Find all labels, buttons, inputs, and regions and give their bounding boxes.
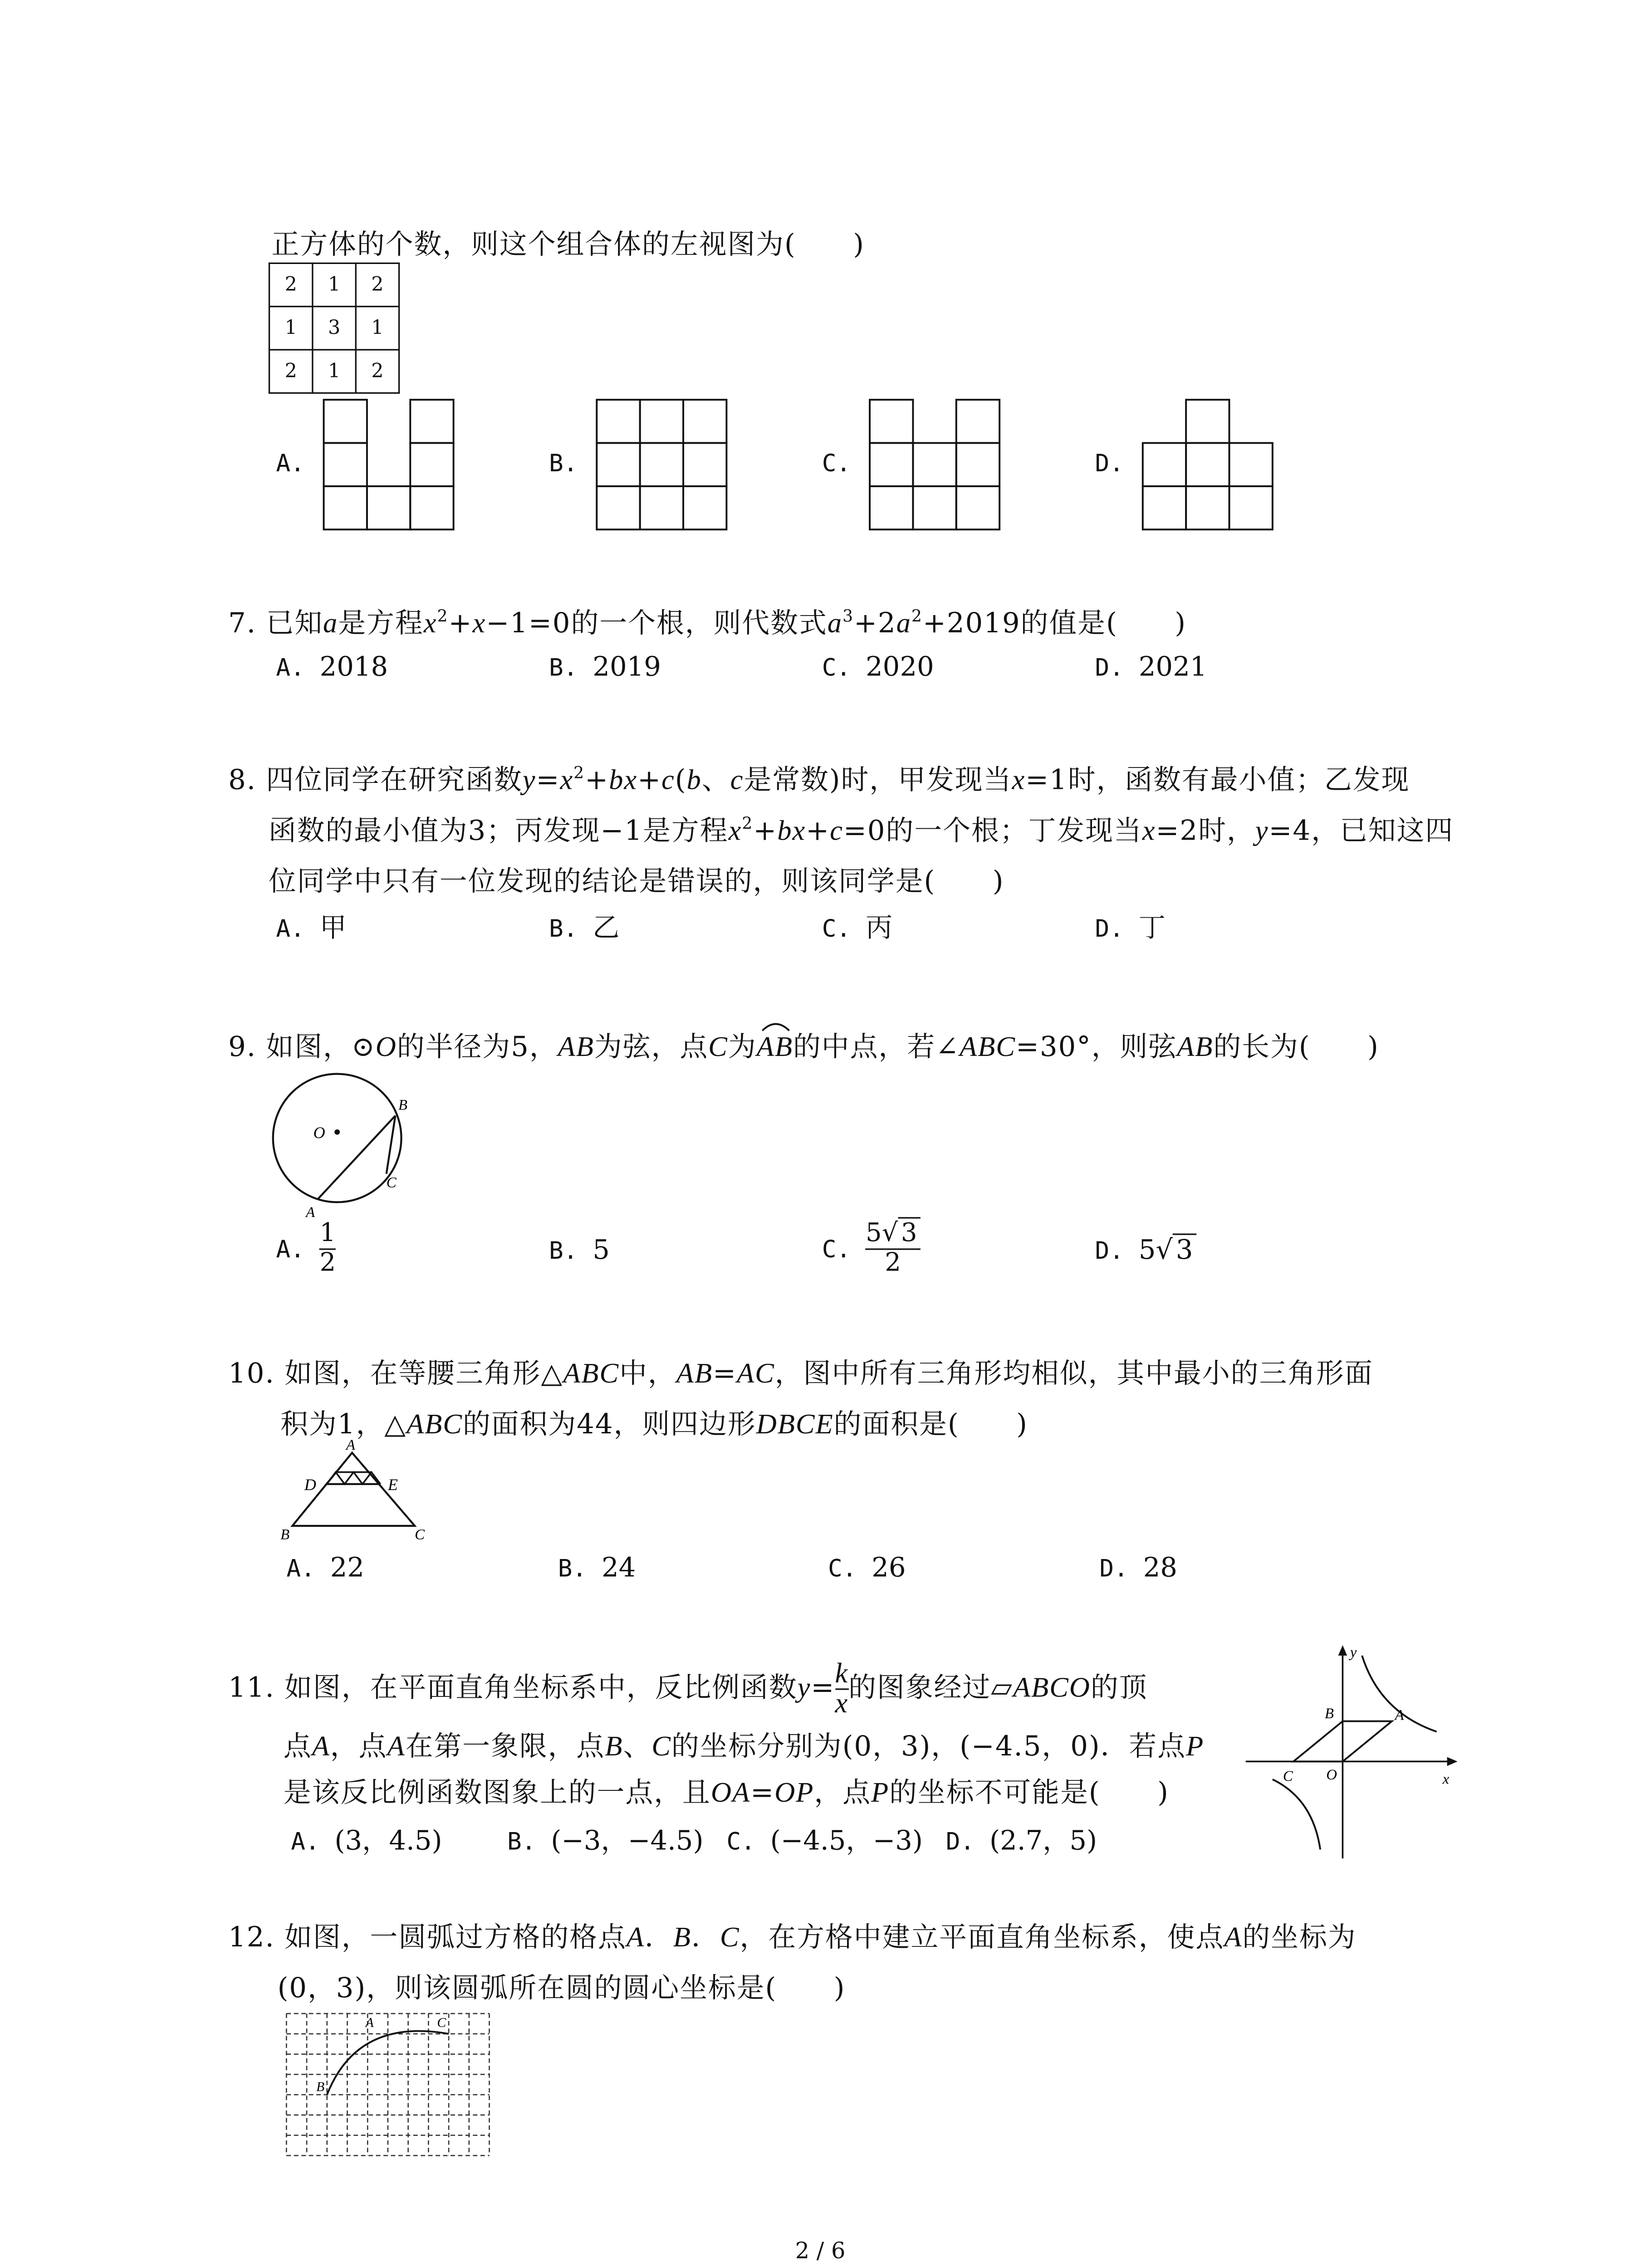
q6-option-c-square bbox=[913, 443, 956, 486]
q8-number: 8. bbox=[228, 765, 257, 797]
q6-option-a-square bbox=[324, 443, 367, 486]
q6-grid-cell: 2 bbox=[356, 350, 399, 393]
q12-number: 12. bbox=[228, 1922, 275, 1954]
q9-circle-figure bbox=[261, 1071, 425, 1220]
q6-grid-cell: 2 bbox=[269, 263, 313, 306]
q6-grid-cell: 1 bbox=[313, 350, 356, 393]
q10-triangle-figure bbox=[269, 1432, 440, 1544]
q9-label-b: B bbox=[398, 1097, 408, 1114]
q9-option-a-fraction: $\frac{1}{2}$ bbox=[319, 1218, 336, 1278]
q10-label-c: C bbox=[415, 1526, 425, 1543]
q6-option-c-square bbox=[956, 443, 999, 486]
q10-option-a[interactable]: A. 22 bbox=[286, 1553, 364, 1584]
q11-label-a: A bbox=[1395, 1707, 1404, 1724]
q11-option-b[interactable]: B. (−3，−4.5) bbox=[507, 1825, 704, 1857]
q6-option-d-square bbox=[1186, 400, 1229, 443]
q9-circle bbox=[273, 1074, 402, 1202]
q9-option-c[interactable]: C. $\frac{5√ 3}{2}$ bbox=[822, 1220, 920, 1278]
q11-label-x: x bbox=[1442, 1771, 1450, 1788]
q9-number: 9. bbox=[228, 1032, 257, 1064]
q6-grid-cell: 1 bbox=[313, 263, 356, 306]
q6-grid-cell: 1 bbox=[269, 307, 313, 350]
q8-stem-line3: 位同学中只有一位发现的结论是错误的，则该同学是( ) bbox=[268, 866, 1004, 898]
q8-stem-line2: 函数的最小值为3；丙发现−1是方程$x^2+bx+c=0$的一个根；丁发现当x=2时，y=4，已知这四 bbox=[268, 814, 1454, 847]
q6-option-b-square bbox=[597, 486, 640, 529]
q10-option-c[interactable]: C. 26 bbox=[828, 1553, 906, 1584]
q6-option-b-square bbox=[683, 400, 726, 443]
q10-stem-line1: 10. 如图，在等腰三角形△ABC中，AB=AC，图中所有三角形均相似，其中最小的三角形面 bbox=[228, 1359, 1373, 1390]
q11-label-b: B bbox=[1324, 1706, 1334, 1722]
q8-option-a[interactable]: A. 甲 bbox=[276, 913, 347, 944]
q10-label-a: A bbox=[346, 1437, 355, 1454]
q12-label-a: A bbox=[365, 2015, 374, 2030]
q6-option-c-square bbox=[956, 400, 999, 443]
q11-fraction-k-over-x: $\frac{k}{x}$ bbox=[835, 1658, 849, 1720]
q9-option-b[interactable]: B. 5 bbox=[549, 1235, 610, 1266]
q6-option-b-square bbox=[683, 486, 726, 529]
q11-label-y: y bbox=[1350, 1644, 1357, 1661]
q6-option-a-square bbox=[410, 400, 453, 443]
q6-grid-cell: 2 bbox=[356, 263, 399, 306]
q9-option-a[interactable]: A. $\frac{1}{2}$ bbox=[276, 1218, 336, 1278]
q6-stem-text: 正方体的个数，则这个组合体的左视图为( ) bbox=[271, 230, 865, 261]
q11-option-d[interactable]: D. (2.7，5) bbox=[945, 1825, 1097, 1857]
q6-option-b-square bbox=[597, 400, 640, 443]
q11-stem-line2: 点A，点A在第一象限，点B、C的坐标分别为(0，3)，(−4.5，0)．若点P bbox=[283, 1731, 1205, 1763]
q12-label-b: B bbox=[316, 2080, 325, 2095]
q9-arc-ab: AB bbox=[757, 1032, 793, 1063]
q10-label-e: E bbox=[387, 1475, 398, 1494]
page-number: 2 / 6 bbox=[795, 2237, 846, 2264]
q9-center-point bbox=[334, 1129, 340, 1135]
q11-stem-line3: 是该反比例函数图象上的一点，且OA=OP，点P的坐标不可能是( ) bbox=[283, 1778, 1169, 1809]
q6-option-d-square bbox=[1229, 443, 1272, 486]
q6-option-b-square bbox=[640, 486, 683, 529]
q11-option-a[interactable]: A. (3，4.5) bbox=[291, 1825, 442, 1857]
q6-option-c-square bbox=[956, 486, 999, 529]
q9-label-o: O bbox=[313, 1123, 325, 1142]
q7-option-d[interactable]: D. 2021 bbox=[1095, 651, 1207, 683]
q11-label-c: C bbox=[1283, 1768, 1293, 1785]
q6-option-a-label: A. bbox=[276, 449, 305, 478]
q10-stem-line2: 积为1，△ABC的面积为44，则四边形DBCE的面积是( ) bbox=[280, 1409, 1028, 1441]
q8-option-b[interactable]: B. 乙 bbox=[549, 913, 620, 944]
q10-small-triangles bbox=[327, 1472, 380, 1484]
q6-grid-cell: 2 bbox=[269, 350, 313, 393]
q6-option-b-square bbox=[683, 443, 726, 486]
q12-label-c: C bbox=[437, 2015, 446, 2030]
q9-label-c: C bbox=[386, 1174, 397, 1191]
q6-option-c-square bbox=[870, 400, 913, 443]
q6-option-a-square bbox=[324, 400, 367, 443]
q10-label-b: B bbox=[280, 1526, 290, 1543]
q8-stem-line1: 8. 四位同学在研究函数$y=x^2+bx+c(b$、c是常数)时，甲发现当x=1时，函数有最小值；乙发现 bbox=[228, 763, 1410, 797]
q7-option-b[interactable]: B. 2019 bbox=[549, 651, 661, 683]
q10-label-d: D bbox=[304, 1475, 316, 1494]
q11-y-arrow bbox=[1338, 1645, 1347, 1656]
q9-label-a: A bbox=[306, 1204, 315, 1220]
q10-number: 10. bbox=[228, 1359, 275, 1390]
q9-option-d[interactable]: D. 5√ 3 bbox=[1095, 1235, 1196, 1266]
q6-option-b-label: B. bbox=[549, 449, 578, 478]
q9-option-c-fraction: $\frac{5√ 3}{2}$ bbox=[866, 1220, 920, 1278]
q11-coordinate-figure bbox=[1231, 1637, 1470, 1861]
q11-label-o: O bbox=[1326, 1766, 1337, 1783]
q11-x-arrow bbox=[1447, 1757, 1458, 1766]
q6-option-b-square bbox=[640, 443, 683, 486]
q11-option-c[interactable]: C. (−4.5，−3) bbox=[726, 1825, 923, 1857]
q12-stem-line1: 12. 如图，一圆弧过方格的格点A．B．C，在方格中建立平面直角坐标系，使点A的坐标为 bbox=[228, 1922, 1357, 1954]
q6-option-d-square bbox=[1186, 486, 1229, 529]
q6-option-d-square bbox=[1186, 443, 1229, 486]
q6-grid-cell: 1 bbox=[356, 307, 399, 350]
q6-option-b-square bbox=[640, 400, 683, 443]
q12-grid-figure bbox=[280, 2008, 495, 2166]
q9-stem: 9. 如图，⊙O的半径为5，AB为弦，点C为AB 的中点，若∠ABC=30°，则弦AB的长为( ) bbox=[228, 1026, 1379, 1065]
q7-stem: 7. 已知a是方程$x^2+x-1=0$的一个根，则代数式$a^3+2a^2+2019$的值是( ) bbox=[228, 606, 1186, 640]
q6-option-c-square bbox=[870, 486, 913, 529]
q6-option-d-label: D. bbox=[1095, 449, 1124, 478]
q6-grid-cell: 3 bbox=[313, 307, 356, 350]
q11-hyperbola-branch-3 bbox=[1273, 1779, 1320, 1850]
q7-number: 7. bbox=[228, 608, 257, 640]
q9-chord-ab bbox=[318, 1116, 395, 1199]
q12-stem-line2: (0，3)，则该圆弧所在圆的圆心坐标是( ) bbox=[277, 1973, 846, 2005]
q11-number: 11. bbox=[228, 1672, 275, 1704]
q6-option-d-square bbox=[1143, 486, 1186, 529]
q6-option-c-label: C. bbox=[822, 449, 851, 478]
q6-option-c-square bbox=[870, 443, 913, 486]
q6-option-a-square bbox=[324, 486, 367, 529]
q6-option-a-square bbox=[410, 486, 453, 529]
q11-stem-line1: 11. 如图，在平面直角坐标系中，反比例函数y= $\frac{k}{x}$ 的图象经过▱ABCO的顶 bbox=[228, 1658, 1148, 1720]
q6-option-b-square bbox=[597, 443, 640, 486]
q6-option-c-square bbox=[913, 486, 956, 529]
q6-option-d-square bbox=[1229, 486, 1272, 529]
q10-option-b[interactable]: B. 24 bbox=[558, 1553, 636, 1584]
q10-option-d[interactable]: D. 28 bbox=[1099, 1553, 1177, 1584]
q8-option-d[interactable]: D. 丁 bbox=[1095, 913, 1166, 944]
q6-option-a-square bbox=[410, 443, 453, 486]
q6-option-figures bbox=[0, 0, 1641, 567]
q7-option-a[interactable]: A. 2018 bbox=[276, 651, 388, 683]
q6-option-a-square bbox=[367, 486, 410, 529]
q8-option-c[interactable]: C. 丙 bbox=[822, 913, 893, 944]
q6-option-d-square bbox=[1143, 443, 1186, 486]
q7-option-c[interactable]: C. 2020 bbox=[822, 651, 934, 683]
